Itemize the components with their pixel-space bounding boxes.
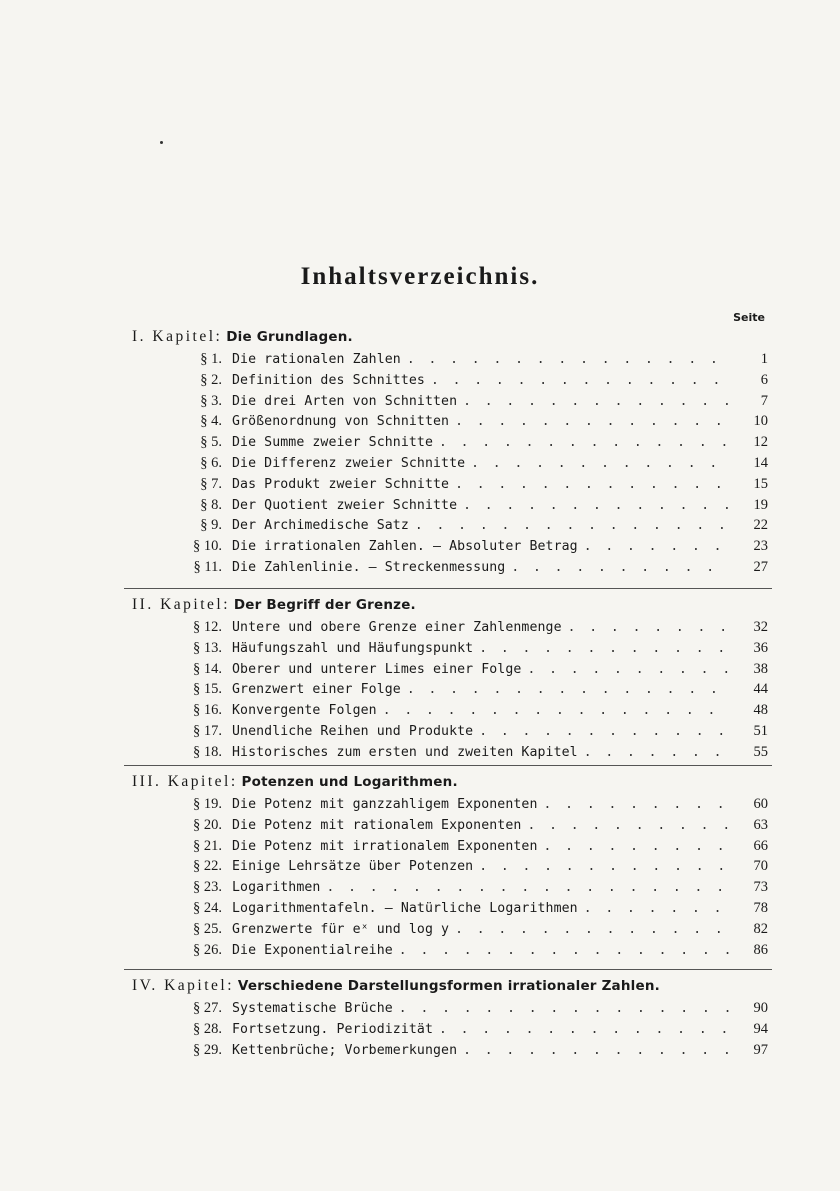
dot-leader (383, 703, 730, 718)
toc-entry (172, 517, 768, 537)
section-number: § 26. (193, 941, 222, 958)
dot-leader (407, 352, 730, 367)
section-number: § 25. (193, 920, 222, 937)
section-number: § 4. (200, 413, 222, 430)
section-number: § 16. (193, 702, 222, 719)
dot-leader (415, 518, 730, 533)
page-number: 70 (753, 858, 768, 875)
toc-entry (172, 817, 768, 837)
chapter-heading (132, 773, 458, 791)
toc-entry (172, 538, 768, 558)
dot-leader (584, 901, 730, 916)
dot-leader (463, 1043, 730, 1058)
section-title: Kettenbrüche; Vorbemerkungen (232, 1042, 458, 1058)
section-title: Die Differenz zweier Schnitte (232, 456, 466, 471)
section-title: Das Produkt zweier Schnitte (232, 476, 450, 492)
section-number: § 9. (200, 517, 222, 534)
page-number: 82 (753, 920, 768, 937)
page-number: 12 (753, 434, 768, 451)
toc-entry (172, 796, 768, 816)
section-number: § 1. (200, 351, 222, 367)
chapter-title: Die Grundlagen. (226, 329, 353, 345)
toc-entry (172, 681, 768, 701)
section-number: § 28. (193, 1020, 222, 1037)
section-number: § 17. (193, 723, 222, 739)
section-title: Definition des Schnittes (232, 372, 425, 388)
toc-entry (172, 723, 768, 743)
toc-entry (172, 1000, 768, 1020)
toc-entry (172, 393, 768, 413)
page-number: 86 (753, 941, 768, 958)
toc-entry (172, 838, 768, 858)
dot-leader (326, 880, 730, 895)
page-number: 14 (753, 455, 768, 471)
toc-entry (172, 661, 768, 681)
section-title: Die rationalen Zahlen (232, 352, 401, 367)
chapter-divider (124, 588, 772, 589)
section-title: Die Potenz mit ganzzahligem Exponenten (232, 797, 538, 812)
toc-entry (172, 497, 768, 517)
section-number: § 8. (200, 496, 222, 513)
dot-leader (544, 839, 730, 854)
section-title: Grenzwert einer Folge (232, 682, 401, 698)
toc-entry (172, 702, 768, 722)
page-number: 60 (753, 796, 768, 812)
page-number: 22 (753, 517, 768, 534)
page-number: 97 (753, 1041, 768, 1058)
page-number: 38 (753, 660, 768, 677)
page-column-label: Seite (733, 311, 765, 324)
section-number: § 10. (193, 538, 222, 555)
toc-entry (172, 921, 768, 941)
dot-leader (527, 662, 730, 677)
page-number: 27 (753, 559, 768, 575)
section-number: § 23. (193, 879, 222, 896)
toc-entry (172, 559, 768, 579)
page-number: 7 (760, 392, 768, 409)
toc-entry (172, 619, 768, 639)
section-number: § 29. (193, 1041, 222, 1058)
dot-leader (399, 943, 730, 958)
section-title: Konvergente Folgen (232, 703, 377, 719)
chapter-number: IV. Kapitel: (132, 977, 235, 994)
section-title: Größenordnung von Schnitten (232, 414, 450, 430)
section-number: § 13. (193, 639, 222, 656)
toc-entry (172, 1021, 768, 1041)
dot-leader (463, 394, 730, 409)
section-number: § 22. (193, 858, 222, 875)
section-title: Die Exponentialreihe (232, 942, 393, 958)
section-number: § 2. (200, 371, 222, 388)
section-title: Historisches zum ersten und zweiten Kapitel (232, 744, 578, 760)
chapter-title: Verschiedene Darstellungsformen irrationaler Zahlen. (237, 978, 660, 994)
dot-leader (455, 922, 730, 937)
page-number: 94 (753, 1020, 768, 1037)
toc-entry (172, 900, 768, 920)
dot-leader (455, 414, 730, 429)
section-title: Oberer und unterer Limes einer Folge (232, 661, 522, 677)
page-number: 66 (753, 837, 768, 854)
section-title: Der Quotient zweier Schnitte (232, 497, 458, 513)
page-number: 15 (753, 475, 768, 492)
page-number: 44 (753, 681, 768, 698)
dot-leader (455, 477, 730, 492)
page-number: 19 (753, 496, 768, 513)
section-number: § 27. (193, 1000, 222, 1016)
chapter-heading (132, 977, 660, 995)
dot-leader (479, 859, 730, 874)
page-number: 55 (753, 743, 768, 760)
section-title: Der Archimedische Satz (232, 518, 409, 534)
dot-leader (439, 435, 730, 450)
section-title: Systematische Brüche (232, 1001, 393, 1016)
toc-entry (172, 413, 768, 433)
dot-leader (479, 724, 730, 739)
dot-leader (471, 456, 730, 471)
toc-entry (172, 372, 768, 392)
section-number: § 3. (200, 392, 222, 409)
chapter-heading (132, 596, 416, 614)
chapter-number: II. Kapitel: (132, 596, 231, 613)
section-title: Logarithmentafeln. — Natürliche Logarithmen (232, 901, 578, 916)
section-number: § 20. (193, 816, 222, 833)
dot-leader (407, 682, 730, 697)
section-number: § 6. (200, 455, 222, 471)
dot-leader (479, 641, 730, 656)
page-number: 23 (753, 538, 768, 555)
section-title: Die drei Arten von Schnitten (232, 393, 458, 409)
toc-entry (172, 434, 768, 454)
toc-entry (172, 744, 768, 764)
toc-entry (172, 858, 768, 878)
dot-leader (431, 373, 730, 388)
page-number: 90 (753, 1000, 768, 1016)
section-number: § 19. (193, 796, 222, 812)
dot-leader (568, 620, 730, 635)
page-number: 1 (760, 351, 768, 367)
page-number: 78 (753, 900, 768, 916)
section-title: Untere und obere Grenze einer Zahlenmenge (232, 620, 562, 635)
section-number: § 21. (193, 837, 222, 854)
toc-entry (172, 1042, 768, 1062)
dot-leader (584, 539, 730, 554)
chapter-number: I. Kapitel: (132, 328, 223, 345)
dot-leader (584, 745, 730, 760)
page-speck (160, 141, 163, 144)
section-title: Die Summe zweier Schnitte (232, 435, 433, 451)
section-number: § 11. (193, 559, 222, 575)
chapter-divider (124, 969, 772, 970)
toc-entry (172, 879, 768, 899)
page-number: 51 (753, 723, 768, 739)
section-title: Einige Lehrsätze über Potenzen (232, 859, 474, 875)
chapter-number: III. Kapitel: (132, 773, 238, 790)
section-title: Die Zahlenlinie. — Streckenmessung (232, 560, 506, 575)
page-number: 48 (753, 702, 768, 719)
dot-leader (439, 1022, 730, 1037)
chapter-heading (132, 328, 353, 346)
page-number: 73 (753, 879, 768, 896)
section-title: Grenzwerte für eˣ und log y (232, 921, 450, 937)
page-number: 63 (753, 816, 768, 833)
dot-leader (463, 498, 730, 513)
toc-entry (172, 455, 768, 475)
page-number: 6 (760, 371, 768, 388)
section-number: § 18. (193, 743, 222, 760)
chapter-title: Potenzen und Logarithmen. (241, 774, 458, 790)
page-number: 32 (753, 619, 768, 635)
section-title: Die Potenz mit irrationalem Exponenten (232, 838, 538, 854)
section-number: § 24. (193, 900, 222, 916)
page-title: Inhaltsverzeichnis. (300, 263, 540, 290)
dot-leader (399, 1001, 730, 1016)
dot-leader (544, 797, 730, 812)
section-title: Logarithmen (232, 880, 321, 896)
section-number: § 14. (193, 660, 222, 677)
section-title: Unendliche Reihen und Produkte (232, 724, 474, 739)
toc-entry (172, 640, 768, 660)
dot-leader (511, 560, 730, 575)
page-number: 10 (753, 413, 768, 430)
section-number: § 12. (193, 619, 222, 635)
chapter-title: Der Begriff der Grenze. (233, 597, 416, 613)
section-title: Die Potenz mit rationalem Exponenten (232, 817, 522, 833)
page-number: 36 (753, 639, 768, 656)
chapter-divider (124, 765, 772, 766)
section-number: § 15. (193, 681, 222, 698)
toc-entry (172, 942, 768, 962)
toc-entry (172, 476, 768, 496)
dot-leader (527, 818, 730, 833)
section-title: Fortsetzung. Periodizität (232, 1021, 433, 1037)
section-number: § 7. (200, 475, 222, 492)
section-title: Häufungszahl und Häufungspunkt (232, 640, 474, 656)
toc-entry (172, 351, 768, 371)
section-title: Die irrationalen Zahlen. — Absoluter Betrag (232, 539, 578, 555)
section-number: § 5. (200, 434, 222, 451)
